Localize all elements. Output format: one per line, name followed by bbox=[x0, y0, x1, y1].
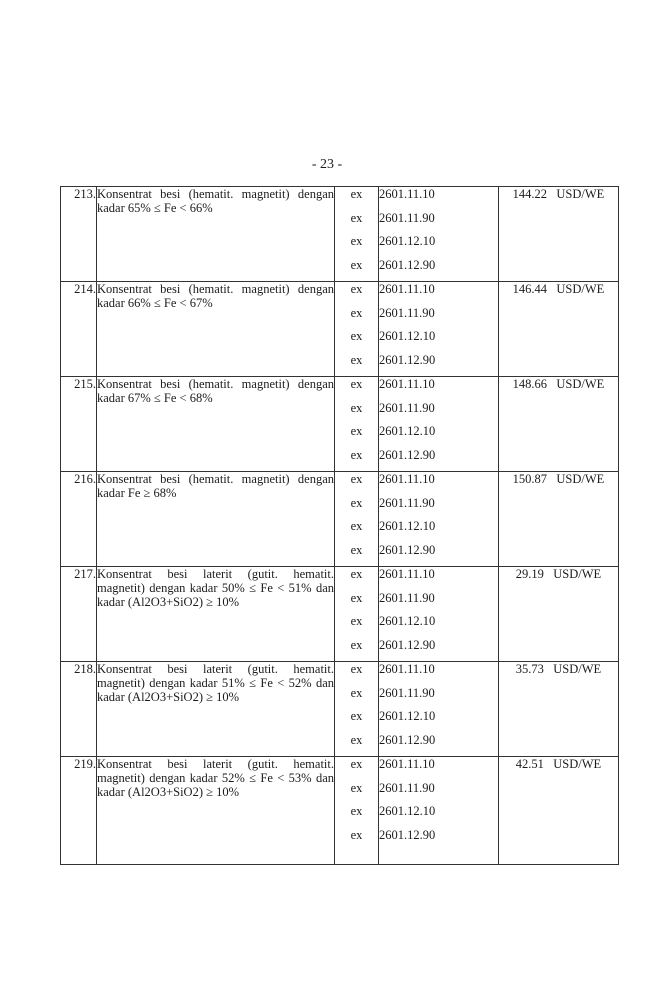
hs-code: 2601.11.10 bbox=[379, 567, 435, 581]
ex-marker: ex bbox=[350, 709, 363, 723]
table-row bbox=[61, 282, 619, 377]
price-value: 144.22 bbox=[512, 187, 548, 201]
table-row bbox=[61, 377, 619, 472]
price-value: 146.44 bbox=[512, 282, 548, 296]
item-description: Konsentrat besi laterit (gutit. hematit. magnetit) dengan kadar 50% ≤ Fe < 51% dan kadar (Al2O3+SiO2) ≥ 10% bbox=[97, 567, 335, 662]
price-unit: USD/WE bbox=[556, 187, 605, 201]
hs-code-column bbox=[379, 567, 499, 662]
hs-code: 2601.11.10 bbox=[379, 282, 435, 296]
price-value: 35.73 bbox=[515, 662, 544, 676]
page-number: - 23 - bbox=[311, 157, 343, 172]
table-row bbox=[61, 662, 619, 757]
table-row bbox=[61, 187, 619, 282]
export-price-table bbox=[60, 186, 619, 865]
hs-code: 2601.11.10 bbox=[379, 757, 435, 771]
price-unit: USD/WE bbox=[556, 472, 605, 486]
price-cell bbox=[499, 662, 619, 757]
hs-code: 2601.12.10 bbox=[379, 424, 436, 438]
hs-code: 2601.12.10 bbox=[379, 519, 436, 533]
ex-marker-column bbox=[335, 187, 379, 282]
price-unit: USD/WE bbox=[553, 567, 602, 581]
ex-marker: ex bbox=[350, 732, 363, 747]
hs-code: 2601.12.90 bbox=[379, 447, 436, 462]
hs-code: 2601.12.10 bbox=[379, 804, 436, 818]
item-number: 217. bbox=[61, 567, 97, 662]
hs-code: 2601.11.90 bbox=[379, 400, 435, 415]
hs-code-column bbox=[379, 282, 499, 377]
price-value: 150.87 bbox=[512, 472, 548, 486]
item-number: 215. bbox=[61, 377, 97, 472]
ex-marker: ex bbox=[350, 685, 363, 700]
ex-marker: ex bbox=[350, 614, 363, 628]
hs-code: 2601.11.10 bbox=[379, 662, 435, 676]
ex-marker: ex bbox=[350, 282, 363, 296]
hs-code: 2601.12.90 bbox=[379, 827, 436, 842]
ex-marker: ex bbox=[350, 827, 363, 842]
ex-marker: ex bbox=[350, 804, 363, 818]
hs-code: 2601.11.90 bbox=[379, 780, 435, 795]
hs-code: 2601.12.90 bbox=[379, 257, 436, 272]
price-unit: USD/WE bbox=[553, 757, 602, 771]
price-cell bbox=[499, 757, 619, 865]
item-number: 218. bbox=[61, 662, 97, 757]
item-description: Konsentrat besi (hematit. magnetit) dengan kadar 65% ≤ Fe < 66% bbox=[97, 187, 335, 282]
hs-code: 2601.12.90 bbox=[379, 352, 436, 367]
hs-code-column bbox=[379, 187, 499, 282]
price-value: 29.19 bbox=[515, 567, 544, 581]
ex-marker: ex bbox=[350, 495, 363, 510]
hs-code: 2601.12.90 bbox=[379, 542, 436, 557]
price-unit: USD/WE bbox=[556, 282, 605, 296]
price-value: 42.51 bbox=[515, 757, 544, 771]
hs-code: 2601.11.90 bbox=[379, 685, 435, 700]
item-description: Konsentrat besi (hematit. magnetit) dengan kadar Fe ≥ 68% bbox=[97, 472, 335, 567]
ex-marker: ex bbox=[350, 377, 363, 391]
hs-code-column bbox=[379, 757, 499, 865]
ex-marker: ex bbox=[350, 447, 363, 462]
hs-code: 2601.11.90 bbox=[379, 495, 435, 510]
ex-marker: ex bbox=[350, 400, 363, 415]
hs-code: 2601.11.10 bbox=[379, 187, 435, 201]
hs-code: 2601.11.90 bbox=[379, 210, 435, 225]
ex-marker: ex bbox=[350, 542, 363, 557]
item-description: Konsentrat besi laterit (gutit. hematit. magnetit) dengan kadar 51% ≤ Fe < 52% dan kadar (Al2O3+SiO2) ≥ 10% bbox=[97, 662, 335, 757]
price-cell bbox=[499, 567, 619, 662]
item-number: 219. bbox=[61, 757, 97, 865]
hs-code-column bbox=[379, 472, 499, 567]
ex-marker: ex bbox=[350, 637, 363, 652]
price-unit: USD/WE bbox=[556, 377, 605, 391]
ex-marker: ex bbox=[350, 757, 363, 771]
ex-marker-column bbox=[335, 282, 379, 377]
hs-code: 2601.11.90 bbox=[379, 590, 435, 605]
hs-code: 2601.12.10 bbox=[379, 329, 436, 343]
ex-marker: ex bbox=[350, 519, 363, 533]
ex-marker-column bbox=[335, 662, 379, 757]
ex-marker: ex bbox=[350, 780, 363, 795]
ex-marker: ex bbox=[350, 187, 363, 201]
hs-code: 2601.12.90 bbox=[379, 732, 436, 747]
table-row bbox=[61, 472, 619, 567]
ex-marker: ex bbox=[350, 329, 363, 343]
item-number: 213. bbox=[61, 187, 97, 282]
ex-marker: ex bbox=[350, 305, 363, 320]
ex-marker: ex bbox=[350, 352, 363, 367]
ex-marker: ex bbox=[350, 424, 363, 438]
price-cell bbox=[499, 472, 619, 567]
hs-code-column bbox=[379, 662, 499, 757]
ex-marker-column bbox=[335, 757, 379, 865]
price-unit: USD/WE bbox=[553, 662, 602, 676]
item-description: Konsentrat besi (hematit. magnetit) dengan kadar 66% ≤ Fe < 67% bbox=[97, 282, 335, 377]
price-cell bbox=[499, 187, 619, 282]
table-body bbox=[61, 187, 619, 865]
price-value: 148.66 bbox=[512, 377, 548, 391]
ex-marker: ex bbox=[350, 567, 363, 581]
ex-marker: ex bbox=[350, 472, 363, 486]
hs-code-column bbox=[379, 377, 499, 472]
hs-code: 2601.12.10 bbox=[379, 234, 436, 248]
hs-code: 2601.11.10 bbox=[379, 377, 435, 391]
item-number: 214. bbox=[61, 282, 97, 377]
ex-marker-column bbox=[335, 377, 379, 472]
item-description: Konsentrat besi (hematit. magnetit) dengan kadar 67% ≤ Fe < 68% bbox=[97, 377, 335, 472]
ex-marker-column bbox=[335, 472, 379, 567]
item-number: 216. bbox=[61, 472, 97, 567]
ex-marker: ex bbox=[350, 662, 363, 676]
ex-marker: ex bbox=[350, 210, 363, 225]
hs-code: 2601.11.90 bbox=[379, 305, 435, 320]
table-row bbox=[61, 757, 619, 865]
table-row bbox=[61, 567, 619, 662]
hs-code: 2601.12.90 bbox=[379, 637, 436, 652]
hs-code: 2601.12.10 bbox=[379, 614, 436, 628]
price-cell bbox=[499, 377, 619, 472]
hs-code: 2601.11.10 bbox=[379, 472, 435, 486]
ex-marker: ex bbox=[350, 590, 363, 605]
ex-marker-column bbox=[335, 567, 379, 662]
ex-marker: ex bbox=[350, 234, 363, 248]
price-cell bbox=[499, 282, 619, 377]
ex-marker: ex bbox=[350, 257, 363, 272]
item-description: Konsentrat besi laterit (gutit. hematit. magnetit) dengan kadar 52% ≤ Fe < 53% dan kadar (Al2O3+SiO2) ≥ 10% bbox=[97, 757, 335, 865]
hs-code: 2601.12.10 bbox=[379, 709, 436, 723]
